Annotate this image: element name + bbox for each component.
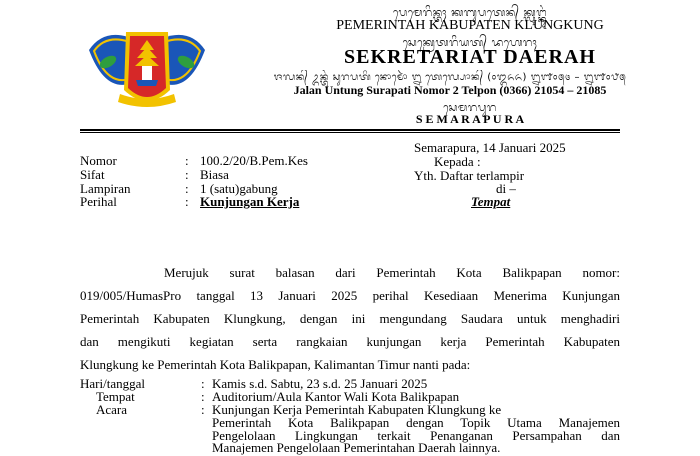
detail-value-agenda-3: Pengelolaan Lingkungan terkait Penanganan Persampahan dan bbox=[212, 428, 620, 443]
meta-label-nomor: Nomor bbox=[80, 153, 117, 168]
detail-label-place: Tempat bbox=[96, 389, 135, 404]
letterhead-script-line-2: ᬲᬾᬓ᭄ᬭᬾᬢᬭᬶᬬᬢ᭄ ᬤᬳᬾᬭᬄ bbox=[402, 36, 538, 49]
body-line-2: 019/005/HumasPro tanggal 13 Januari 2025 perihal Kesediaan Menerima Kunjungan bbox=[80, 288, 620, 303]
meta-value-lampiran: 1 (satu)gabung bbox=[200, 181, 278, 196]
detail-value-place: Auditorium/Aula Kantor Wali Kota Balikpapan bbox=[212, 389, 460, 404]
letterhead-script-line-1: ᬧᬾᬫᬾᬭᬶᬦ᭄ᬢᬄ ᬓᬩᬸᬧᬢᬾᬦ᭄ ᬓ᭄ᬮᬸᬗ᭄ᬓᬸᬂ bbox=[393, 6, 547, 19]
letterhead-divider-thin bbox=[80, 132, 620, 133]
detail-value-agenda-1: Kunjungan Kerja Pemerintah Kabupaten Klungkung ke bbox=[212, 402, 502, 417]
klungkung-emblem-logo bbox=[86, 20, 208, 115]
city-name: S E M A R A P U R A bbox=[415, 112, 525, 126]
letterhead-script-line-4: ᬲᬾᬫᬭᬧᬸᬭ bbox=[443, 101, 497, 114]
body-line-3: Pemerintah Kabupaten Klungkung, dengan ini mengundang Saudara untuk menghadiri bbox=[80, 311, 620, 326]
meta-sep-sifat: : bbox=[185, 167, 189, 182]
detail-label-date: Hari/tanggal bbox=[80, 376, 145, 391]
recipient-place: Tempat bbox=[471, 194, 511, 209]
detail-sep-agenda: : bbox=[201, 402, 205, 417]
office-address: Jalan Untung Surapati Nomor 2 Telpon (0366) 21054 – 21085 bbox=[293, 83, 607, 97]
detail-value-date: Kamis s.d. Sabtu, 23 s.d. 25 Januari 2025 bbox=[212, 376, 428, 391]
meta-value-perihal: Kunjungan Kerja bbox=[200, 194, 300, 209]
meta-sep-lampiran: : bbox=[185, 181, 189, 196]
detail-value-agenda-2: Pemerintah Kota Balikpapan dengan Topik Utama Manajemen bbox=[212, 415, 620, 430]
meta-value-sifat: Biasa bbox=[200, 167, 229, 182]
detail-value-agenda-4: Manajemen Pengelolaan Pemerintahan Daerah lainnya. bbox=[212, 440, 501, 455]
recipient-kepada: Kepada : bbox=[434, 154, 481, 169]
detail-sep-date: : bbox=[201, 376, 205, 391]
detail-label-agenda: Acara bbox=[96, 402, 128, 417]
government-name: PEMERINTAH KABUPATEN KLUNGKUNG bbox=[336, 18, 604, 33]
office-title: SEKRETARIAT DAERAH bbox=[344, 46, 596, 68]
meta-label-perihal: Perihal bbox=[80, 194, 117, 209]
meta-label-sifat: Sifat bbox=[80, 167, 105, 182]
recipient-name: Yth. Daftar terlampir bbox=[414, 168, 525, 183]
meta-value-nomor: 100.2/20/B.Pem.Kes bbox=[200, 153, 308, 168]
body-line-5: Klungkung ke Pemerintah Kota Balikpapan, Kalimantan Timur nanti pada: bbox=[80, 357, 471, 372]
detail-sep-place: : bbox=[201, 389, 205, 404]
meta-sep-perihal: : bbox=[185, 194, 189, 209]
body-line-1: Merujuk surat balasan dari Pemerintah Kota Balikpapan nomor: bbox=[164, 265, 620, 280]
letterhead-script-line-3: ᬚᬮᬦ᭄ ᬉᬦ᭄ᬢᬸᬂ ᬲᬸᬭᬧᬢᬶ ᬦᭀᬫᭀᬃ ᭒ ᬢᬾᬮ᭄ᬧᭀᬦ᭄ (᭐᭓᭖᭖) ᭒᭑᭐᭕᭔ – ᭒᭑᭐᭘᭕ bbox=[273, 72, 627, 83]
meta-label-lampiran: Lampiran bbox=[80, 181, 131, 196]
recipient-di: di – bbox=[496, 181, 516, 196]
letter-date: Semarapura, 14 Januari 2025 bbox=[414, 140, 566, 155]
body-line-4: dan mengikuti kegiatan serta rangkaian kunjungan kerja Pemerintah Kabupaten bbox=[80, 334, 620, 349]
meta-sep-nomor: : bbox=[185, 153, 189, 168]
letterhead-divider bbox=[80, 129, 620, 131]
